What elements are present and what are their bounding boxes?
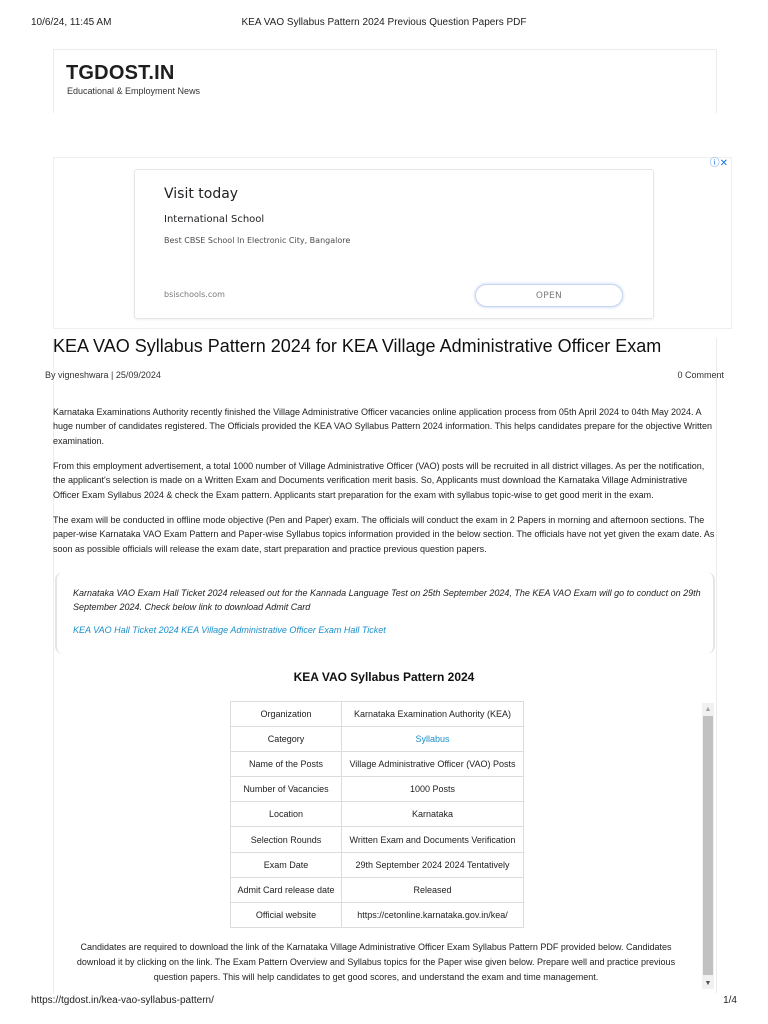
scrollbar-thumb[interactable] — [703, 716, 713, 975]
table-row — [231, 752, 524, 777]
ad-banner[interactable] — [53, 157, 732, 329]
table-heading: KEA VAO Syllabus Pattern 2024 — [293, 670, 475, 684]
ad-choices-badge[interactable] — [710, 158, 728, 169]
print-header — [0, 17, 768, 31]
table-label-cell: Selection Rounds — [231, 827, 342, 852]
ad-open-button[interactable]: OPEN — [475, 284, 623, 307]
article-paragraph: Karnataka Examinations Authority recently finished the Village Administrative Officer vacancies online application process from 05th April 2024 to 04th May 2024. A huge number of candidates registered. The Officials provided the KEA VAO Syllabus Pattern 2024 information. This helps candidates prepare for the objective Written examination. — [53, 407, 713, 446]
table-label-cell: Official website — [231, 902, 342, 927]
table-value-cell: Karnataka — [342, 802, 524, 827]
table-value-cell: Written Exam and Documents Verification — [342, 827, 524, 852]
site-header — [53, 49, 717, 113]
print-footer — [0, 995, 768, 1009]
hall-ticket-notice — [55, 572, 715, 654]
ad-domain: bsischools.com — [164, 290, 225, 299]
print-page-number: 1/4 — [723, 995, 737, 1006]
table-label-cell: Exam Date — [231, 852, 342, 877]
site-logo-link[interactable]: TGDOST.IN — [66, 62, 175, 84]
ad-info-icon[interactable]: ⓘ — [709, 158, 720, 169]
table-row — [231, 777, 524, 802]
table-value-cell: Karnataka Examination Authority (KEA) — [342, 702, 524, 727]
table-label-cell: Location — [231, 802, 342, 827]
ad-close-icon[interactable]: ✕ — [719, 158, 728, 169]
article-title: KEA VAO Syllabus Pattern 2024 for KEA Village Administrative Officer Exam — [53, 336, 662, 356]
article-byline: By vigneshwara | 25/09/2024 — [45, 370, 161, 380]
table-label-cell: Admit Card release date — [231, 877, 342, 902]
scroll-down-arrow-icon[interactable]: ▼ — [704, 979, 712, 987]
ad-card[interactable] — [134, 169, 654, 319]
table-label-cell: Organization — [231, 702, 342, 727]
site-tagline: Educational & Employment News — [67, 86, 201, 96]
syllabus-info-table — [230, 701, 524, 928]
table-row — [231, 827, 524, 852]
print-url: https://tgdost.in/kea-vao-syllabus-pattern/ — [31, 995, 214, 1006]
table-row — [231, 727, 524, 752]
table-value-cell: 29th September 2024 2024 Tentatively — [342, 852, 524, 877]
table-label-cell: Name of the Posts — [231, 752, 342, 777]
category-syllabus-link[interactable]: Syllabus — [342, 727, 524, 752]
article-paragraph: From this employment advertisement, a total 1000 number of Village Administrative Officer (VAO) posts will be recruited in all district villages. As per the notification, the applicant's selection is made on a Written Exam and Documents verification merit basis. So, Applicants must download the Karnataka Village Administrative Officer Exam Syllabus 2024 & check the Exam pattern. Applicants start preparation for the exam with syllabus topic-wise to get good merit in the exam. — [53, 461, 705, 500]
print-datetime: 10/6/24, 11:45 AM — [31, 17, 112, 28]
table-row — [231, 902, 524, 927]
closing-paragraph: Candidates are required to download the link of the Karnataka Village Administrative Officer Exam Syllabus Pattern PDF provided below. Candidates download it by clicking on the link. The Exam Pattern Overview and Syllabus topics for the Paper wise given below. Prepare well and practice previous question papers. This will help candidates to get good scores, and understand the exam and time management. — [76, 942, 676, 982]
table-row — [231, 852, 524, 877]
table-label-cell: Number of Vacancies — [231, 777, 342, 802]
comments-count-link[interactable]: 0 Comment — [677, 370, 724, 380]
notice-text: Karnataka VAO Exam Hall Ticket 2024 released out for the Kannada Language Test on 25th September 2024, The KEA VAO Exam will go to conduct on 29th September 2024. Check below link to download Admit Card — [73, 588, 701, 613]
table-value-cell: Released — [342, 877, 524, 902]
table-row — [231, 702, 524, 727]
table-label-cell: Category — [231, 727, 342, 752]
scroll-up-arrow-icon[interactable]: ▲ — [704, 705, 712, 713]
table-scrollbar[interactable] — [702, 703, 714, 989]
ad-advertiser: International School — [164, 214, 265, 225]
table-value-cell: Village Administrative Officer (VAO) Posts — [342, 752, 524, 777]
article-paragraph: The exam will be conducted in offline mode objective (Pen and Paper) exam. The officials will conduct the exam in 2 Papers in morning and afternoon sections. The paper-wise Karnataka VAO Exam Pattern and Paper-wise Syllabus topics information provided in the below section. The officials have not yet given the exam date. As soon as possible officials will release the exam date, start preparation and practice previous question papers. — [53, 515, 715, 554]
hall-ticket-link[interactable]: KEA VAO Hall Ticket 2024 KEA Village Administrative Officer Exam Hall Ticket — [73, 625, 386, 635]
table-row — [231, 877, 524, 902]
print-doc-title: KEA VAO Syllabus Pattern 2024 Previous Question Papers PDF — [241, 17, 527, 28]
ad-description: Best CBSE School In Electronic City, Bangalore — [164, 236, 351, 245]
table-row — [231, 802, 524, 827]
table-value-cell: 1000 Posts — [342, 777, 524, 802]
official-website-value: https://cetonline.karnataka.gov.in/kea/ — [342, 902, 524, 927]
ad-headline[interactable]: Visit today — [164, 186, 239, 202]
